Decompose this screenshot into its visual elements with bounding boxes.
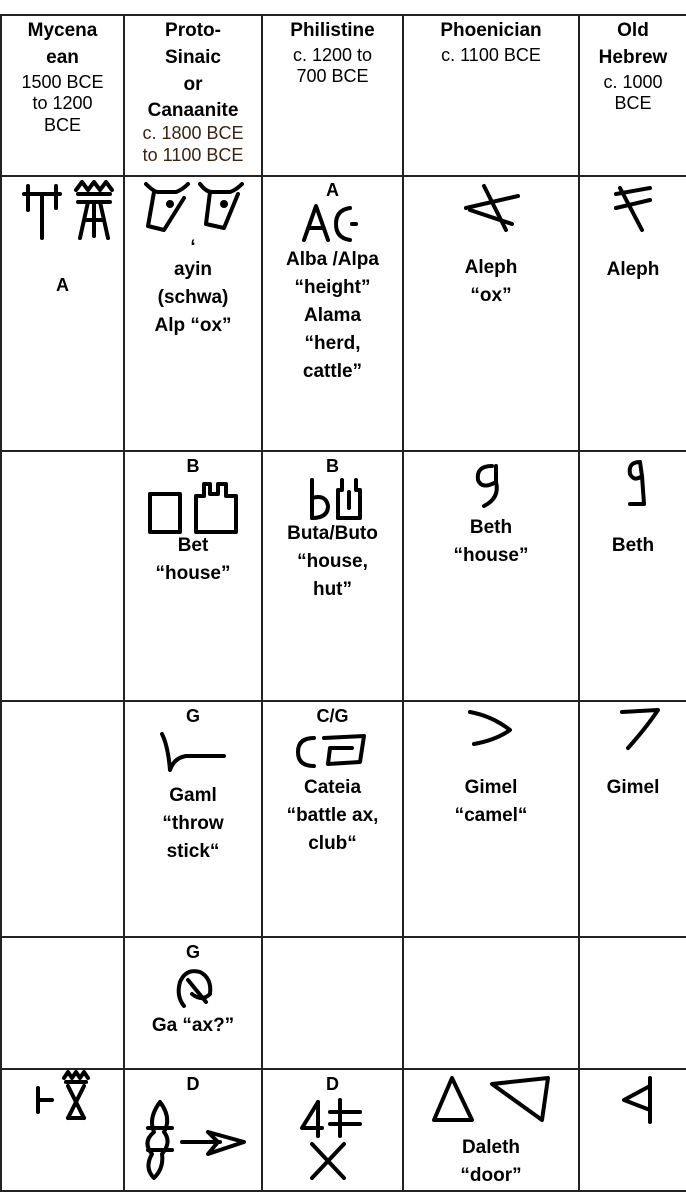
column-divider [0,14,2,1192]
old-hebrew-aleph-icon [612,186,654,232]
cell-text: Gaml [169,784,217,806]
mycenaean-d-glyph-icon [30,1070,100,1122]
header-name: Mycena [27,20,98,41]
ayin-mark: ‘ [190,237,196,258]
proto-sinaic-ox-head-icon [140,180,250,236]
phoenician-daleth-icon [430,1072,554,1126]
cell-text: “house” [155,562,231,584]
header-old-hebrew [580,20,686,115]
cell-text: Daleth [461,1137,521,1158]
old-hebrew-gimel-icon [618,706,662,752]
cell-text: “herd, [304,332,361,354]
mycenaean-letter: A [56,275,69,295]
header-mycenaean [2,20,123,136]
old-hebrew-a-cell [580,256,686,284]
row-divider [0,1068,686,1070]
cell-letter: C/G [316,706,349,726]
philistine-d-glyph-icon [296,1098,370,1182]
cell-letter: G [185,706,200,726]
header-date: 700 BCE [296,66,369,87]
row-divider [0,175,686,177]
mycenaean-a-glyph-icon [18,180,118,242]
cell-text: Cateia [303,776,362,798]
cell-text: hut” [312,578,353,600]
header-date: c. 1800 BCE [142,123,244,144]
proto-sinaic-throw-stick-icon [158,730,228,776]
cell-text: stick“ [166,840,220,862]
header-date: c. 1100 BCE [441,44,541,65]
row-divider [0,936,686,938]
phoenician-g-cell [404,774,578,830]
header-phoenician [404,20,578,66]
philistine-b-glyph-icon [306,478,362,520]
header-philistine [263,20,402,88]
phoenician-b-cell [404,514,578,570]
cell-letter: D [326,1074,339,1094]
cell-text: “ox” [470,285,512,306]
phoenician-gimel-icon [466,708,522,748]
proto-sinaic-fish-icon [138,1098,250,1182]
cell-text: Buta/Buto [287,522,378,544]
header-date: BCE [43,114,81,135]
phoenician-beth-icon [470,462,510,510]
proto-sinaic-house-icon [146,480,242,536]
header-name: Philistine [290,20,375,41]
proto-sinaic-a-cell [125,237,261,340]
cell-text: Aleph [464,257,518,278]
old-hebrew-daleth-icon [618,1076,658,1126]
cell-text: “throw [162,812,224,834]
column-divider [402,14,404,1192]
header-proto-sinaic [125,20,261,166]
cell-text: Ga “ax?” [151,1014,235,1036]
philistine-d-cell [263,1074,402,1096]
cell-text: “house” [453,545,529,566]
cell-text: Gimel [606,777,660,798]
cell-text: “battle ax, [286,804,379,826]
header-name: Sinaic [165,46,221,68]
cell-letter: A [326,180,339,200]
header-date: BCE [614,93,652,114]
header-date: 1500 BCE [21,71,104,92]
philistine-g-cell [263,706,402,858]
proto-sinaic-ax-icon [172,966,218,1010]
cell-letter: G [185,942,200,962]
phoenician-a-cell [404,254,578,310]
old-hebrew-b-cell [580,532,686,560]
cell-text: Beth [611,535,655,556]
cell-text: Alama [303,304,362,326]
cell-text: “door” [460,1165,522,1186]
cell-text: Gimel [464,777,518,798]
row-divider [0,1190,686,1192]
philistine-a-glyph-icon [302,204,366,242]
cell-letter: B [326,456,339,476]
cell-text: (schwa) [157,287,229,308]
row-divider [0,700,686,702]
cell-letter: B [186,456,200,476]
old-hebrew-beth-icon [622,460,652,510]
header-date: c. 1000 [603,71,663,92]
header-name: Hebrew [598,46,668,68]
cell-text: Alp “ox” [154,315,232,336]
cell-text: Alba /Alpa [286,248,379,270]
header-name: Canaanite [147,100,239,122]
phoenician-d-cell [404,1134,578,1190]
cell-text: “house, [297,550,368,572]
cell-text: “camel“ [454,805,528,826]
header-date: to 1200 [32,93,93,114]
cell-text: “height” [294,276,371,298]
row-divider [0,14,686,16]
philistine-cg-glyph-icon [294,732,370,770]
cell-letter: D [186,1074,200,1094]
header-name: Proto- [165,20,221,41]
cell-text: Bet [177,534,209,556]
cell-text: club“ [308,832,357,854]
cell-text: Beth [469,517,513,538]
cell-text: cattle” [302,360,363,382]
header-date: c. 1200 to [292,44,373,65]
header-date: to 1100 BCE [142,144,244,165]
header-name: Phoenician [440,20,542,41]
row-divider [0,450,686,452]
header-name: or [183,73,203,95]
old-hebrew-g-cell [580,774,686,802]
cell-text: Aleph [606,259,660,280]
column-divider [578,14,580,1192]
cell-text: ayin [173,259,213,280]
proto-sinaic-d-cell [125,1074,261,1096]
phoenician-aleph-icon [462,184,522,234]
header-name: Old [617,20,649,41]
header-name: ean [46,46,79,68]
